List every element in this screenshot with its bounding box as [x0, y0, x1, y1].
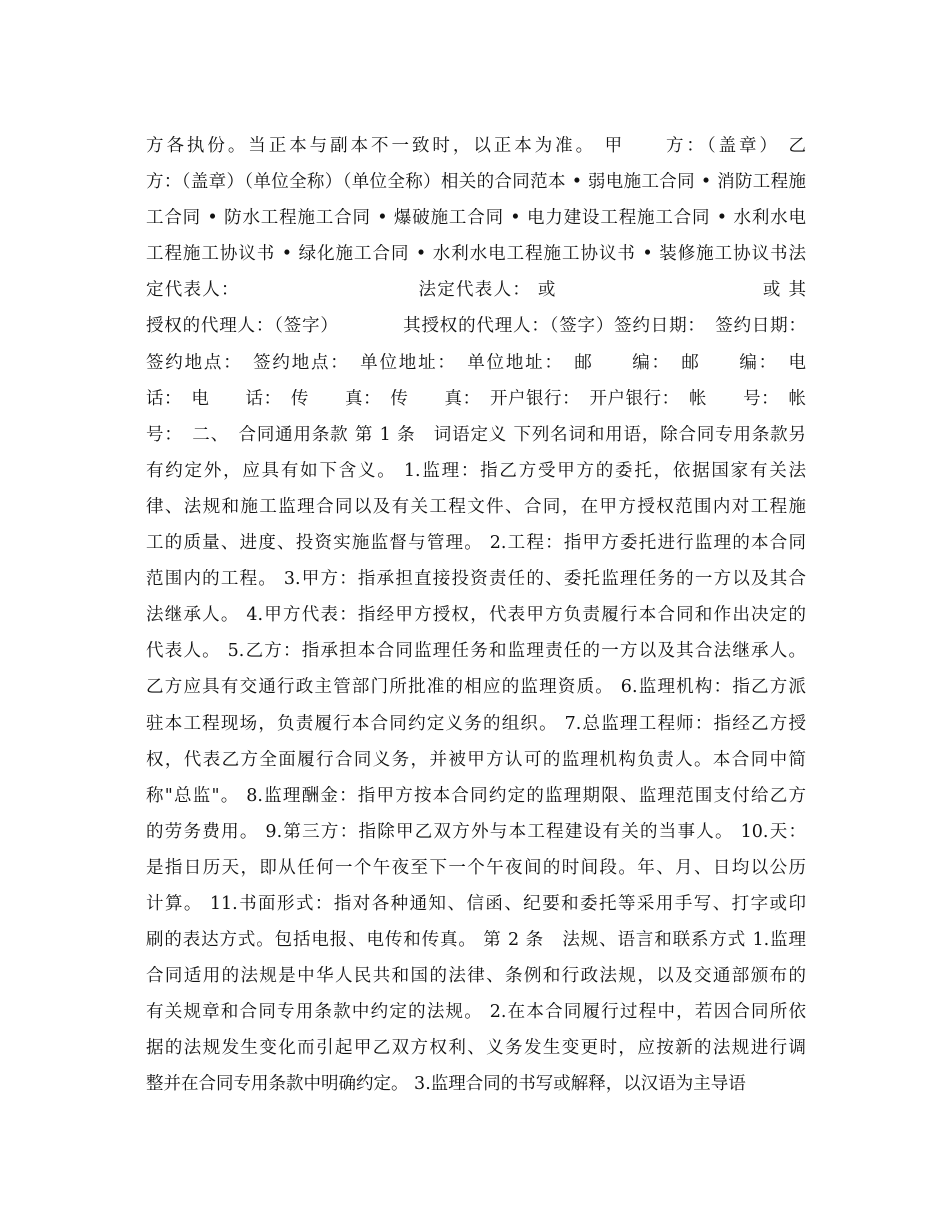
text-line: 权，代表乙方全面履行合同义务，并被甲方认可的监理机构负责人。本合同中简	[146, 749, 806, 770]
text-line: 乙方应具有交通行政主管部门所批准的相应的监理资质。 6.监理机构：指乙方派	[146, 677, 806, 698]
text-line: 的劳务费用。 9.第三方：指除甲乙双方外与本工程建设有关的当事人。 10.天：	[146, 821, 806, 842]
text-line: 定代表人： 法定代表人： 或 或 其	[146, 280, 806, 301]
text-line: 驻本工程现场，负责履行本合同约定义务的组织。 7.总监理工程师：指经乙方授	[146, 713, 806, 734]
text-line: 计算。 11.书面形式：指对各种通知、信函、纪要和委托等采用手写、打字或印	[146, 893, 806, 914]
text-line: 签约地点： 签约地点： 单位地址： 单位地址： 邮 编： 邮 编： 电	[146, 352, 806, 373]
text-line: 法继承人。 4.甲方代表：指经甲方授权，代表甲方负责履行本合同和作出决定的	[146, 605, 806, 626]
text-line: 合同适用的法规是中华人民共和国的法律、条例和行政法规，以及交通部颁布的	[146, 966, 806, 987]
text-line: 授权的代理人：（签字） 其授权的代理人：（签字）签约日期： 签约日期：	[146, 316, 806, 337]
text-line: 工程施工协议书 • 绿化施工合同 • 水利水电工程施工协议书 • 装修施工协议书法	[146, 244, 806, 265]
text-line: 代表人。 5.乙方：指承担本合同监理任务和监理责任的一方以及其合法继承人。	[146, 641, 806, 662]
text-line: 有约定外，应具有如下含义。 1.监理：指乙方受甲方的委托，依据国家有关法	[146, 460, 806, 481]
text-line: 称"总监"。 8.监理酬金：指甲方按本合同约定的监理期限、监理范围支付给乙方	[146, 785, 806, 806]
text-line: 号： 二、 合同通用条款 第 1 条 词语定义 下列名词和用语，除合同专用条款另	[146, 424, 806, 445]
text-line: 工合同 • 防水工程施工合同 • 爆破施工合同 • 电力建设工程施工合同 • 水利水电	[146, 208, 806, 229]
text-line: 范围内的工程。 3.甲方：指承担直接投资责任的、委托监理任务的一方以及其合	[146, 569, 806, 590]
text-line: 刷的表达方式。包括电报、电传和传真。 第 2 条 法规、语言和联系方式 1.监理	[146, 930, 806, 951]
text-line: 话： 电 话： 传 真： 传 真： 开户银行： 开户银行： 帐 号： 帐	[146, 388, 806, 409]
text-line: 是指日历天，即从任何一个午夜至下一个午夜间的时间段。年、月、日均以公历	[146, 857, 806, 878]
text-line: 有关规章和合同专用条款中约定的法规。 2.在本合同履行过程中，若因合同所依	[146, 1002, 806, 1023]
contract-body-text	[146, 128, 806, 1103]
text-line: 方：（盖章）（单位全称）（单位全称）相关的合同范本 • 弱电施工合同 • 消防工程施	[146, 172, 806, 193]
text-line: 律、法规和施工监理合同以及有关工程文件、合同，在甲方授权范围内对工程施	[146, 496, 806, 517]
text-line: 据的法规发生变化而引起甲乙双方权利、义务发生变更时，应按新的法规进行调	[146, 1038, 806, 1059]
text-line: 整并在合同专用条款中明确约定。 3.监理合同的书写或解释，以汉语为主导语	[146, 1074, 746, 1095]
text-line: 工的质量、进度、投资实施监督与管理。 2.工程：指甲方委托进行监理的本合同	[146, 533, 806, 554]
text-line: 方各执份。当正本与副本不一致时，以正本为准。 甲 方：（盖章） 乙	[146, 136, 806, 156]
